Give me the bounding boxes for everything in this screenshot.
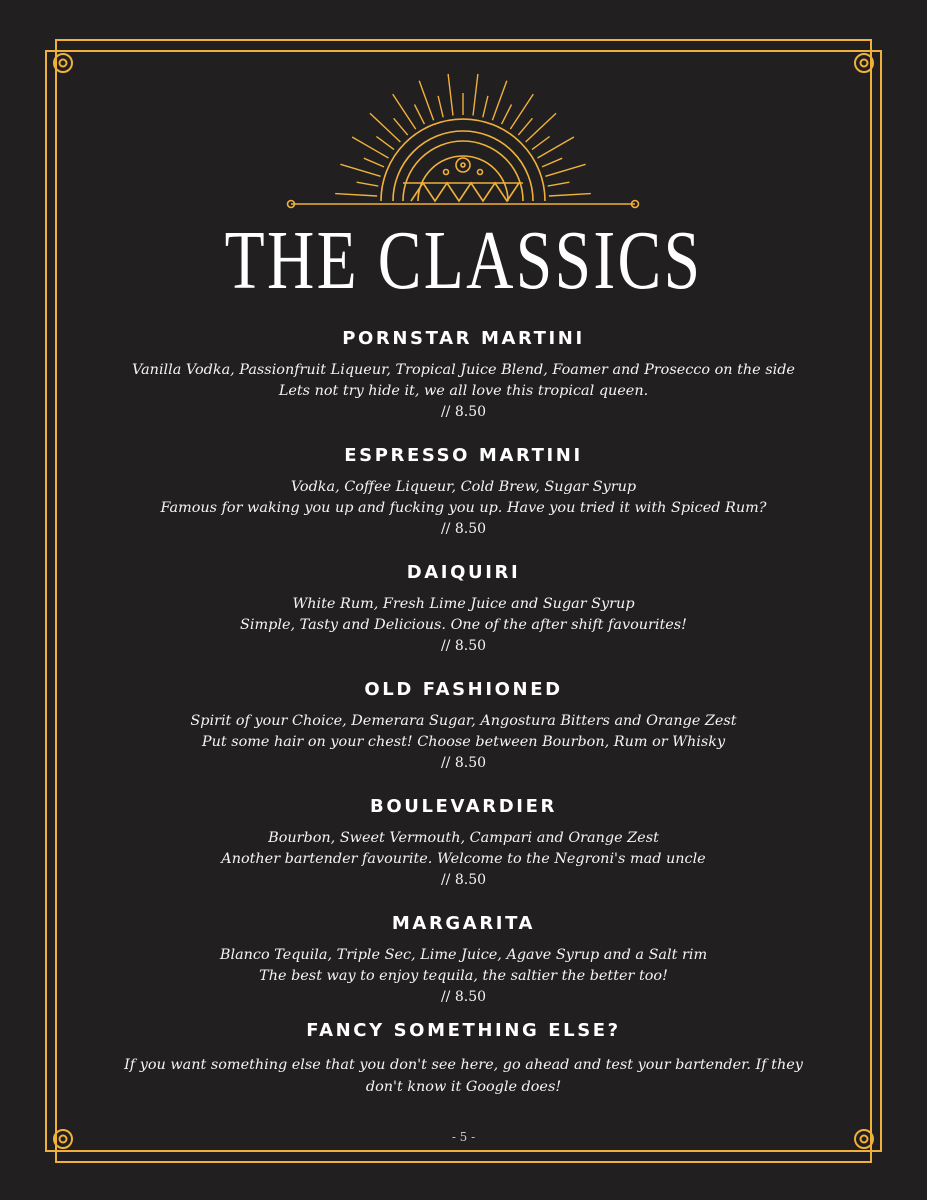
menu-item xyxy=(90,326,837,423)
sunburst-ray xyxy=(548,182,570,186)
item-ingredients: Blanco Tequila, Triple Sec, Lime Juice, Agave Syrup and a Salt rim xyxy=(219,947,708,963)
sunburst-icon xyxy=(283,68,643,214)
sunburst-ray xyxy=(532,137,550,150)
item-description: Simple, Tasty and Delicious. One of the after shift favourites! xyxy=(240,617,687,633)
item-ingredients: Bourbon, Sweet Vermouth, Campari and Orange Zest xyxy=(268,830,659,846)
sunburst-ray xyxy=(448,74,453,116)
menu-item xyxy=(90,560,837,657)
sunburst-ray xyxy=(335,194,377,196)
menu-item xyxy=(90,677,837,774)
sunburst-ray xyxy=(364,158,384,167)
sunburst-ray xyxy=(393,94,416,129)
sunburst-ray xyxy=(502,105,512,125)
item-price: // 8.50 xyxy=(440,872,487,888)
sunburst-ray xyxy=(340,164,380,176)
sunburst-ray xyxy=(419,81,433,121)
closing-heading: FANCY SOMETHING ELSE? xyxy=(306,1020,621,1041)
item-description: Put some hair on your chest! Choose between Bourbon, Rum or Whisky xyxy=(201,734,726,750)
item-description: Lets not try hide it, we all love this tropical queen. xyxy=(278,383,649,399)
item-name: ESPRESSO MARTINI xyxy=(344,445,583,466)
sunburst-ray xyxy=(357,182,379,186)
item-description: The best way to enjoy tequila, the saltier the better too! xyxy=(259,968,668,984)
sunburst-ray xyxy=(394,118,408,135)
sunburst-ray xyxy=(518,118,532,135)
menu-item xyxy=(90,443,837,540)
item-description: Famous for waking you up and fucking you up. Have you tried it with Spiced Rum? xyxy=(160,500,767,516)
item-price: // 8.50 xyxy=(440,638,487,654)
item-price: // 8.50 xyxy=(440,521,487,537)
sunburst-ray xyxy=(438,96,443,117)
sunburst-ray xyxy=(483,96,488,117)
item-name: BOULEVARDIER xyxy=(370,796,557,817)
sunburst-ray xyxy=(549,194,591,196)
item-price: // 8.50 xyxy=(440,755,487,771)
item-name: PORNSTAR MARTINI xyxy=(342,328,585,349)
item-ingredients: White Rum, Fresh Lime Juice and Sugar Syrup xyxy=(292,596,635,612)
page-title: THE CLASSICS xyxy=(224,214,703,307)
item-description: Another bartender favourite. Welcome to the Negroni's mad uncle xyxy=(221,851,706,867)
sunburst-ray xyxy=(473,74,478,116)
item-price: // 8.50 xyxy=(440,404,487,420)
item-ingredients: Vodka, Coffee Liqueur, Cold Brew, Sugar Syrup xyxy=(290,479,637,495)
item-name: OLD FASHIONED xyxy=(364,679,563,700)
sunburst-ray xyxy=(415,105,425,125)
sunburst-ray xyxy=(492,81,506,121)
menu-item xyxy=(90,794,837,891)
cocktail-menu xyxy=(90,326,837,1118)
menu-item xyxy=(90,911,837,1008)
sunburst-ray xyxy=(526,113,557,142)
item-name: DAIQUIRI xyxy=(406,562,521,583)
item-price: // 8.50 xyxy=(440,989,487,1005)
closing-text: If you want something else that you don't see here, go ahead and test your bartender. If they don't know it Google does! xyxy=(124,1057,803,1095)
item-name: MARGARITA xyxy=(391,913,536,934)
item-ingredients: Spirit of your Choice, Demerara Sugar, Angostura Bitters and Orange Zest xyxy=(190,713,737,729)
sunburst-ray xyxy=(510,94,533,129)
closing-section xyxy=(90,1018,837,1098)
sunburst-ray xyxy=(542,158,562,167)
sunburst-ray xyxy=(352,137,388,158)
page-number: - 5 - xyxy=(451,1130,476,1144)
item-ingredients: Vanilla Vodka, Passionfruit Liqueur, Tropical Juice Blend, Foamer and Prosecco on the side xyxy=(132,362,795,378)
sunburst-ray xyxy=(370,113,401,142)
sunburst-ray xyxy=(545,164,585,176)
sunburst-ray xyxy=(376,137,394,150)
sunburst-ray xyxy=(538,137,574,158)
